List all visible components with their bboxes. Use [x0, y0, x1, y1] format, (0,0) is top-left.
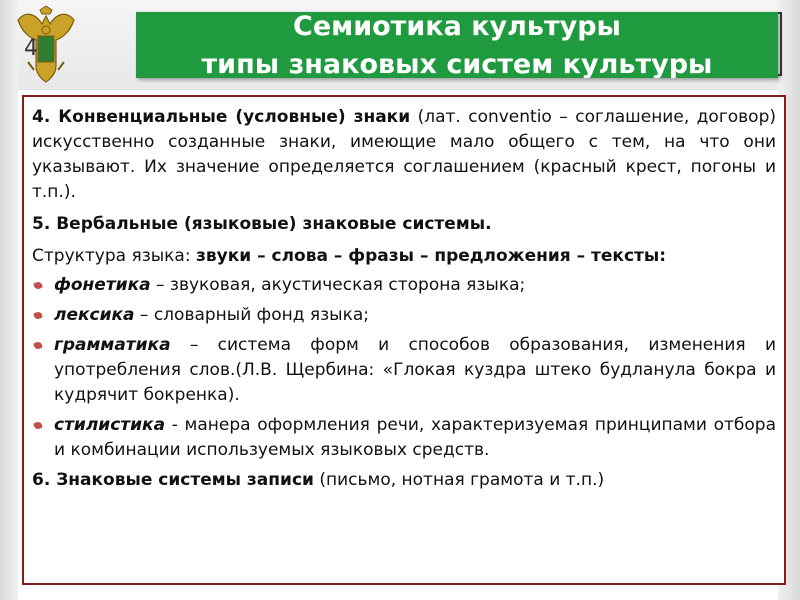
- paragraph-verbal-systems: [32, 212, 776, 237]
- text-writing-systems: (письмо, нотная грамота и т.п.): [313, 470, 605, 490]
- definition-stylistics: - манера оформления речи, характеризуемая принципами отбора и комбинации используемых языковых средств.: [54, 415, 776, 460]
- slide-number: 4: [24, 36, 38, 61]
- language-structure-chain: звуки – слова – фразы – предложения – тексты:: [195, 246, 667, 266]
- bullet-icon: [33, 281, 43, 290]
- paragraph-writing-systems: [32, 468, 776, 493]
- term-phonetics: фонетика: [54, 275, 151, 295]
- bullet-icon: [33, 311, 43, 320]
- title-frame-decoration: [778, 12, 782, 76]
- left-border-band: [0, 0, 18, 600]
- term-stylistics: стилистика: [54, 415, 166, 435]
- language-levels-list: [32, 273, 776, 463]
- heading-writing-systems: 6. Знаковые системы записи: [32, 470, 314, 490]
- definition-phonetics: – звуковая, акустическая сторона языка;: [150, 275, 526, 295]
- paragraph-conventional-signs: [32, 105, 776, 205]
- term-grammar: грамматика: [54, 335, 171, 355]
- term-lexicon: лексика: [54, 305, 135, 325]
- list-item: [32, 273, 776, 298]
- text-language-structure: Структура языка:: [32, 246, 196, 266]
- bullet-icon: [33, 341, 43, 350]
- coat-of-arms-emblem: [12, 6, 80, 86]
- slide-subtitle: типы знаковых систем культуры: [201, 49, 713, 78]
- paragraph-language-structure: [32, 244, 776, 269]
- definition-lexicon: – словарный фонд языка;: [134, 305, 369, 325]
- heading-verbal-systems: 5. Вербальные (языковые) знаковые системы.: [32, 214, 492, 234]
- text-conventional-signs: (лат. conventio – соглашение, договор) искусственно созданные знаки, имеющие мало общего с тем, на что они указывают. Их значение определяется соглашением (красный крест, погоны и т.п.).: [32, 107, 776, 202]
- bullet-icon: [33, 421, 43, 430]
- content-panel: [22, 95, 786, 585]
- heading-conventional-signs: 4. Конвенциальные (условные) знаки: [32, 107, 411, 127]
- slide-title: Семиотика культуры: [293, 12, 621, 42]
- slide-title-banner: [136, 12, 778, 78]
- definition-grammar: – система форм и способов образования, изменения и употребления слов.(Л.В. Щербина: «Глокая куздра штеко будланула бокра и кудрячит бокренка).: [54, 335, 776, 405]
- list-item: [32, 413, 776, 463]
- list-item: [32, 303, 776, 328]
- list-item: [32, 333, 776, 408]
